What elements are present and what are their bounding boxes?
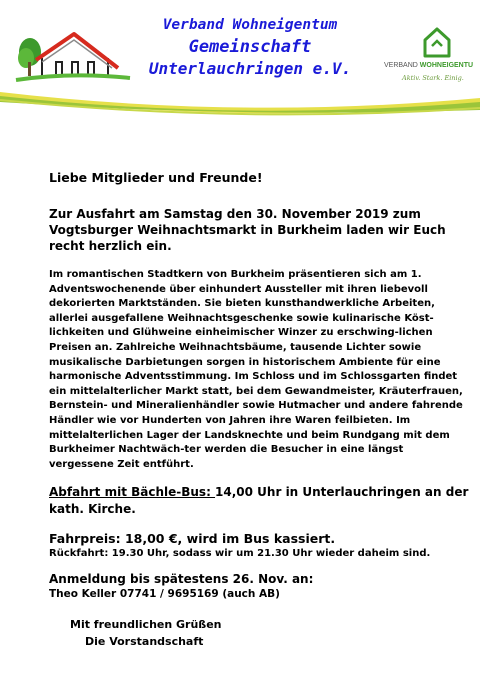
- title-line-3: Unterlauchringen e.V.: [148, 59, 352, 78]
- verband-logo: [384, 26, 474, 84]
- greeting: Liebe Mitglieder und Freunde!: [49, 170, 263, 185]
- house-outline-icon: [422, 26, 452, 58]
- intro-paragraph: Zur Ausfahrt am Samstag den 30. November 2019 zum Vogtsburger Weihnachtsmarkt in Burkheim laden wir Euch recht herzlich ein.: [49, 207, 446, 253]
- departure-text: 14,00 Uhr in Unterlauchringen an der kath. Kirche.: [49, 485, 469, 517]
- logo-text-wohneigentum: WOHNEIGENTU: [419, 62, 474, 69]
- return-info: Rückfahrt: 19.30 Uhr, sodass wir um 21.30 Uhr wieder daheim sind.: [49, 548, 431, 560]
- logo-tagline: Aktiv. Stark. Einig.: [402, 74, 464, 82]
- contact-info: Theo Keller 07741 / 9695169 (auch AB): [49, 588, 280, 601]
- title-line-1: Verband Wohneigentum: [162, 17, 338, 33]
- letter-content: [49, 170, 469, 650]
- header-swoosh-decoration: [0, 80, 480, 120]
- verband-logo-text: [384, 62, 474, 69]
- departure-info: [49, 484, 469, 518]
- departure-label: Abfahrt mit Bächle-Bus:: [49, 485, 216, 500]
- description-paragraph: Im romantischen Stadtkern von Burkheim präsentieren sich am 1. Adventswochenende über einhundert Aussteller mit ihren liebevoll dekorierten Marktständen. Sie bieten kunsthandwerkliche Arbeiten, allerlei ausgefallene Weihnachtsgeschenke sowie kulinarische Köst-lichkeiten und Glühweine einheimischer Winzer zu erschwing-lichen Preisen an. Zahlreiche Weihnachtsbäume, tausende Lichter sowie musikalische Darbietungen sorgen in historischem Ambiente für eine harmonische Adventsstimmung. Im Schloss und im Schlossgarten findet ein mittelalterlicher Markt statt, bei dem Gewandmeister, Kräuterfrauen, Bernstein- und Mineralienhändler sowie Hutmacher und andere fahrende Händler wie vor Hunderten von Jahren ihre Waren feilbieten. Im mittelalterlichen Lager der Landsknechte und beim Rundgang mit dem Burkheimer Nachtwäch-ter werden die Besucher in eine längst vergessene Zeit entführt.: [49, 269, 463, 470]
- registration-info: Anmeldung bis spätestens 26. Nov. an:: [49, 572, 314, 587]
- association-title: [130, 14, 370, 80]
- fare-info: Fahrpreis: 18,00 €, wird im Bus kassiert.: [49, 531, 336, 547]
- logo-text-verband: VERBAND: [384, 62, 418, 69]
- title-line-2: Gemeinschaft: [188, 37, 312, 57]
- house-logo-icon: [12, 28, 132, 88]
- signature: Die Vorstandschaft: [85, 635, 204, 649]
- closing-greeting: Mit freundlichen Grüßen: [70, 618, 222, 632]
